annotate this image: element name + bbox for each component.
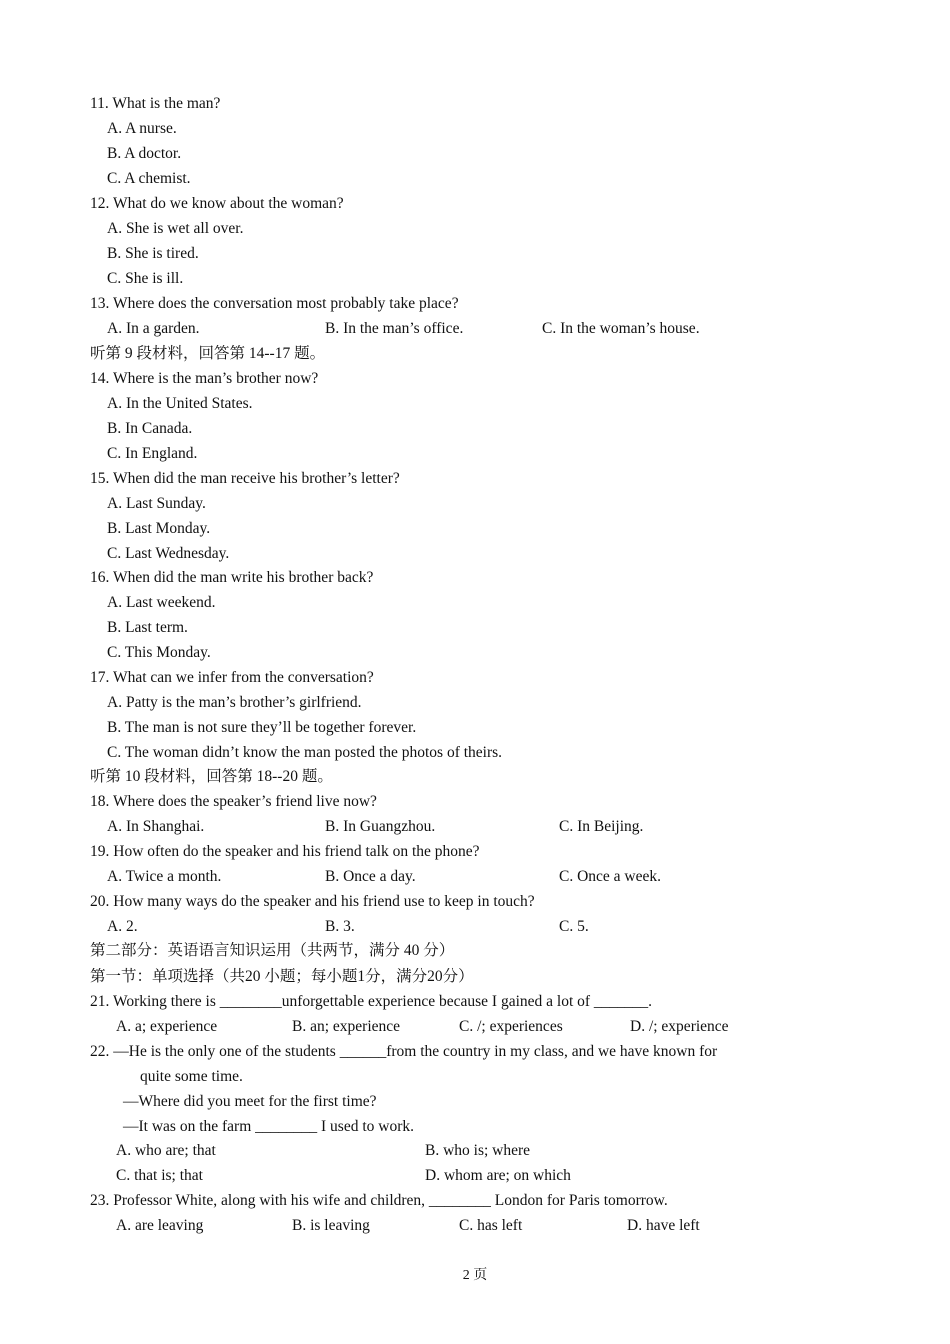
section-heading: 听第 9 段材料，回答第 14--17 题。 bbox=[90, 345, 326, 362]
answer-option: A. Last Sunday. bbox=[107, 495, 206, 512]
answer-option: C. This Monday. bbox=[107, 644, 211, 661]
answer-option: quite some time. bbox=[140, 1068, 243, 1085]
answer-option: C. Once a week. bbox=[559, 868, 661, 885]
answer-option: A. are leaving bbox=[116, 1217, 204, 1234]
answer-option: A. 2. bbox=[107, 918, 138, 935]
question-line: 16. When did the man write his brother back? bbox=[90, 569, 374, 586]
question-line: 20. How many ways do the speaker and his friend use to keep in touch? bbox=[90, 893, 535, 910]
answer-option: C. that is; that bbox=[116, 1167, 203, 1184]
answer-option: C. The woman didn’t know the man posted the photos of theirs. bbox=[107, 744, 503, 761]
answer-option: B. In Guangzhou. bbox=[325, 818, 436, 835]
answer-option: C. In England. bbox=[107, 445, 198, 462]
answer-option: B. an; experience bbox=[292, 1018, 401, 1035]
answer-option: —Where did you meet for the first time? bbox=[123, 1093, 377, 1110]
question-line: 13. Where does the conversation most probably take place? bbox=[90, 295, 459, 312]
answer-option: B. is leaving bbox=[292, 1217, 370, 1234]
answer-option: B. Last term. bbox=[107, 619, 188, 636]
answer-option: A. who are; that bbox=[116, 1142, 216, 1159]
answer-option: A. Twice a month. bbox=[107, 868, 222, 885]
answer-option: A. Last weekend. bbox=[107, 594, 216, 611]
answer-option: D. have left bbox=[627, 1217, 700, 1234]
page-number: 2 页 bbox=[462, 1268, 488, 1283]
answer-option: A. In the United States. bbox=[107, 395, 253, 412]
answer-option: C. A chemist. bbox=[107, 170, 191, 187]
answer-option: C. 5. bbox=[559, 918, 589, 935]
question-line: 14. Where is the man’s brother now? bbox=[90, 370, 319, 387]
answer-option: B. A doctor. bbox=[107, 145, 182, 162]
section-heading: 第一节：单项选择（共20 小题；每小题1分，满分20分） bbox=[90, 968, 474, 985]
answer-option: A. A nurse. bbox=[107, 120, 177, 137]
answer-option: C. Last Wednesday. bbox=[107, 545, 230, 562]
answer-option: C. /; experiences bbox=[459, 1018, 563, 1035]
answer-option: B. The man is not sure they’ll be together forever. bbox=[107, 719, 417, 736]
answer-option: B. In the man’s office. bbox=[325, 320, 464, 337]
question-line: 19. How often do the speaker and his friend talk on the phone? bbox=[90, 843, 480, 860]
question-line: 17. What can we infer from the conversation? bbox=[90, 669, 374, 686]
question-line: 12. What do we know about the woman? bbox=[90, 195, 344, 212]
answer-option: —It was on the farm ________ I used to work. bbox=[123, 1118, 415, 1135]
answer-option: A. Patty is the man’s brother’s girlfriend. bbox=[107, 694, 362, 711]
answer-option: B. 3. bbox=[325, 918, 355, 935]
answer-option: A. In Shanghai. bbox=[107, 818, 205, 835]
question-line: 22. —He is the only one of the students ______from the country in my class, and we have known for bbox=[90, 1043, 718, 1060]
answer-option: D. /; experience bbox=[630, 1018, 729, 1035]
question-line: 21. Working there is ________unforgettable experience because I gained a lot of _______. bbox=[90, 993, 653, 1010]
answer-option: C. has left bbox=[459, 1217, 523, 1234]
answer-option: C. She is ill. bbox=[107, 270, 184, 287]
question-line: 11. What is the man? bbox=[90, 95, 221, 112]
answer-option: B. Last Monday. bbox=[107, 520, 211, 537]
question-line: 23. Professor White, along with his wife and children, ________ London for Paris tomorrow. bbox=[90, 1192, 668, 1209]
answer-option: A. She is wet all over. bbox=[107, 220, 244, 237]
answer-option: B. She is tired. bbox=[107, 245, 199, 262]
section-heading: 听第 10 段材料，回答第 18--20 题。 bbox=[90, 768, 333, 785]
section-heading: 第二部分：英语语言知识运用（共两节，满分 40 分） bbox=[90, 942, 455, 959]
answer-option: B. who is; where bbox=[425, 1142, 531, 1159]
question-line: 15. When did the man receive his brother’s letter? bbox=[90, 470, 400, 487]
answer-option: A. a; experience bbox=[116, 1018, 218, 1035]
question-line: 18. Where does the speaker’s friend live now? bbox=[90, 793, 377, 810]
answer-option: C. In Beijing. bbox=[559, 818, 644, 835]
answer-option: B. Once a day. bbox=[325, 868, 416, 885]
answer-option: A. In a garden. bbox=[107, 320, 200, 337]
answer-option: D. whom are; on which bbox=[425, 1167, 571, 1184]
answer-option: B. In Canada. bbox=[107, 420, 193, 437]
answer-option: C. In the woman’s house. bbox=[542, 320, 700, 337]
